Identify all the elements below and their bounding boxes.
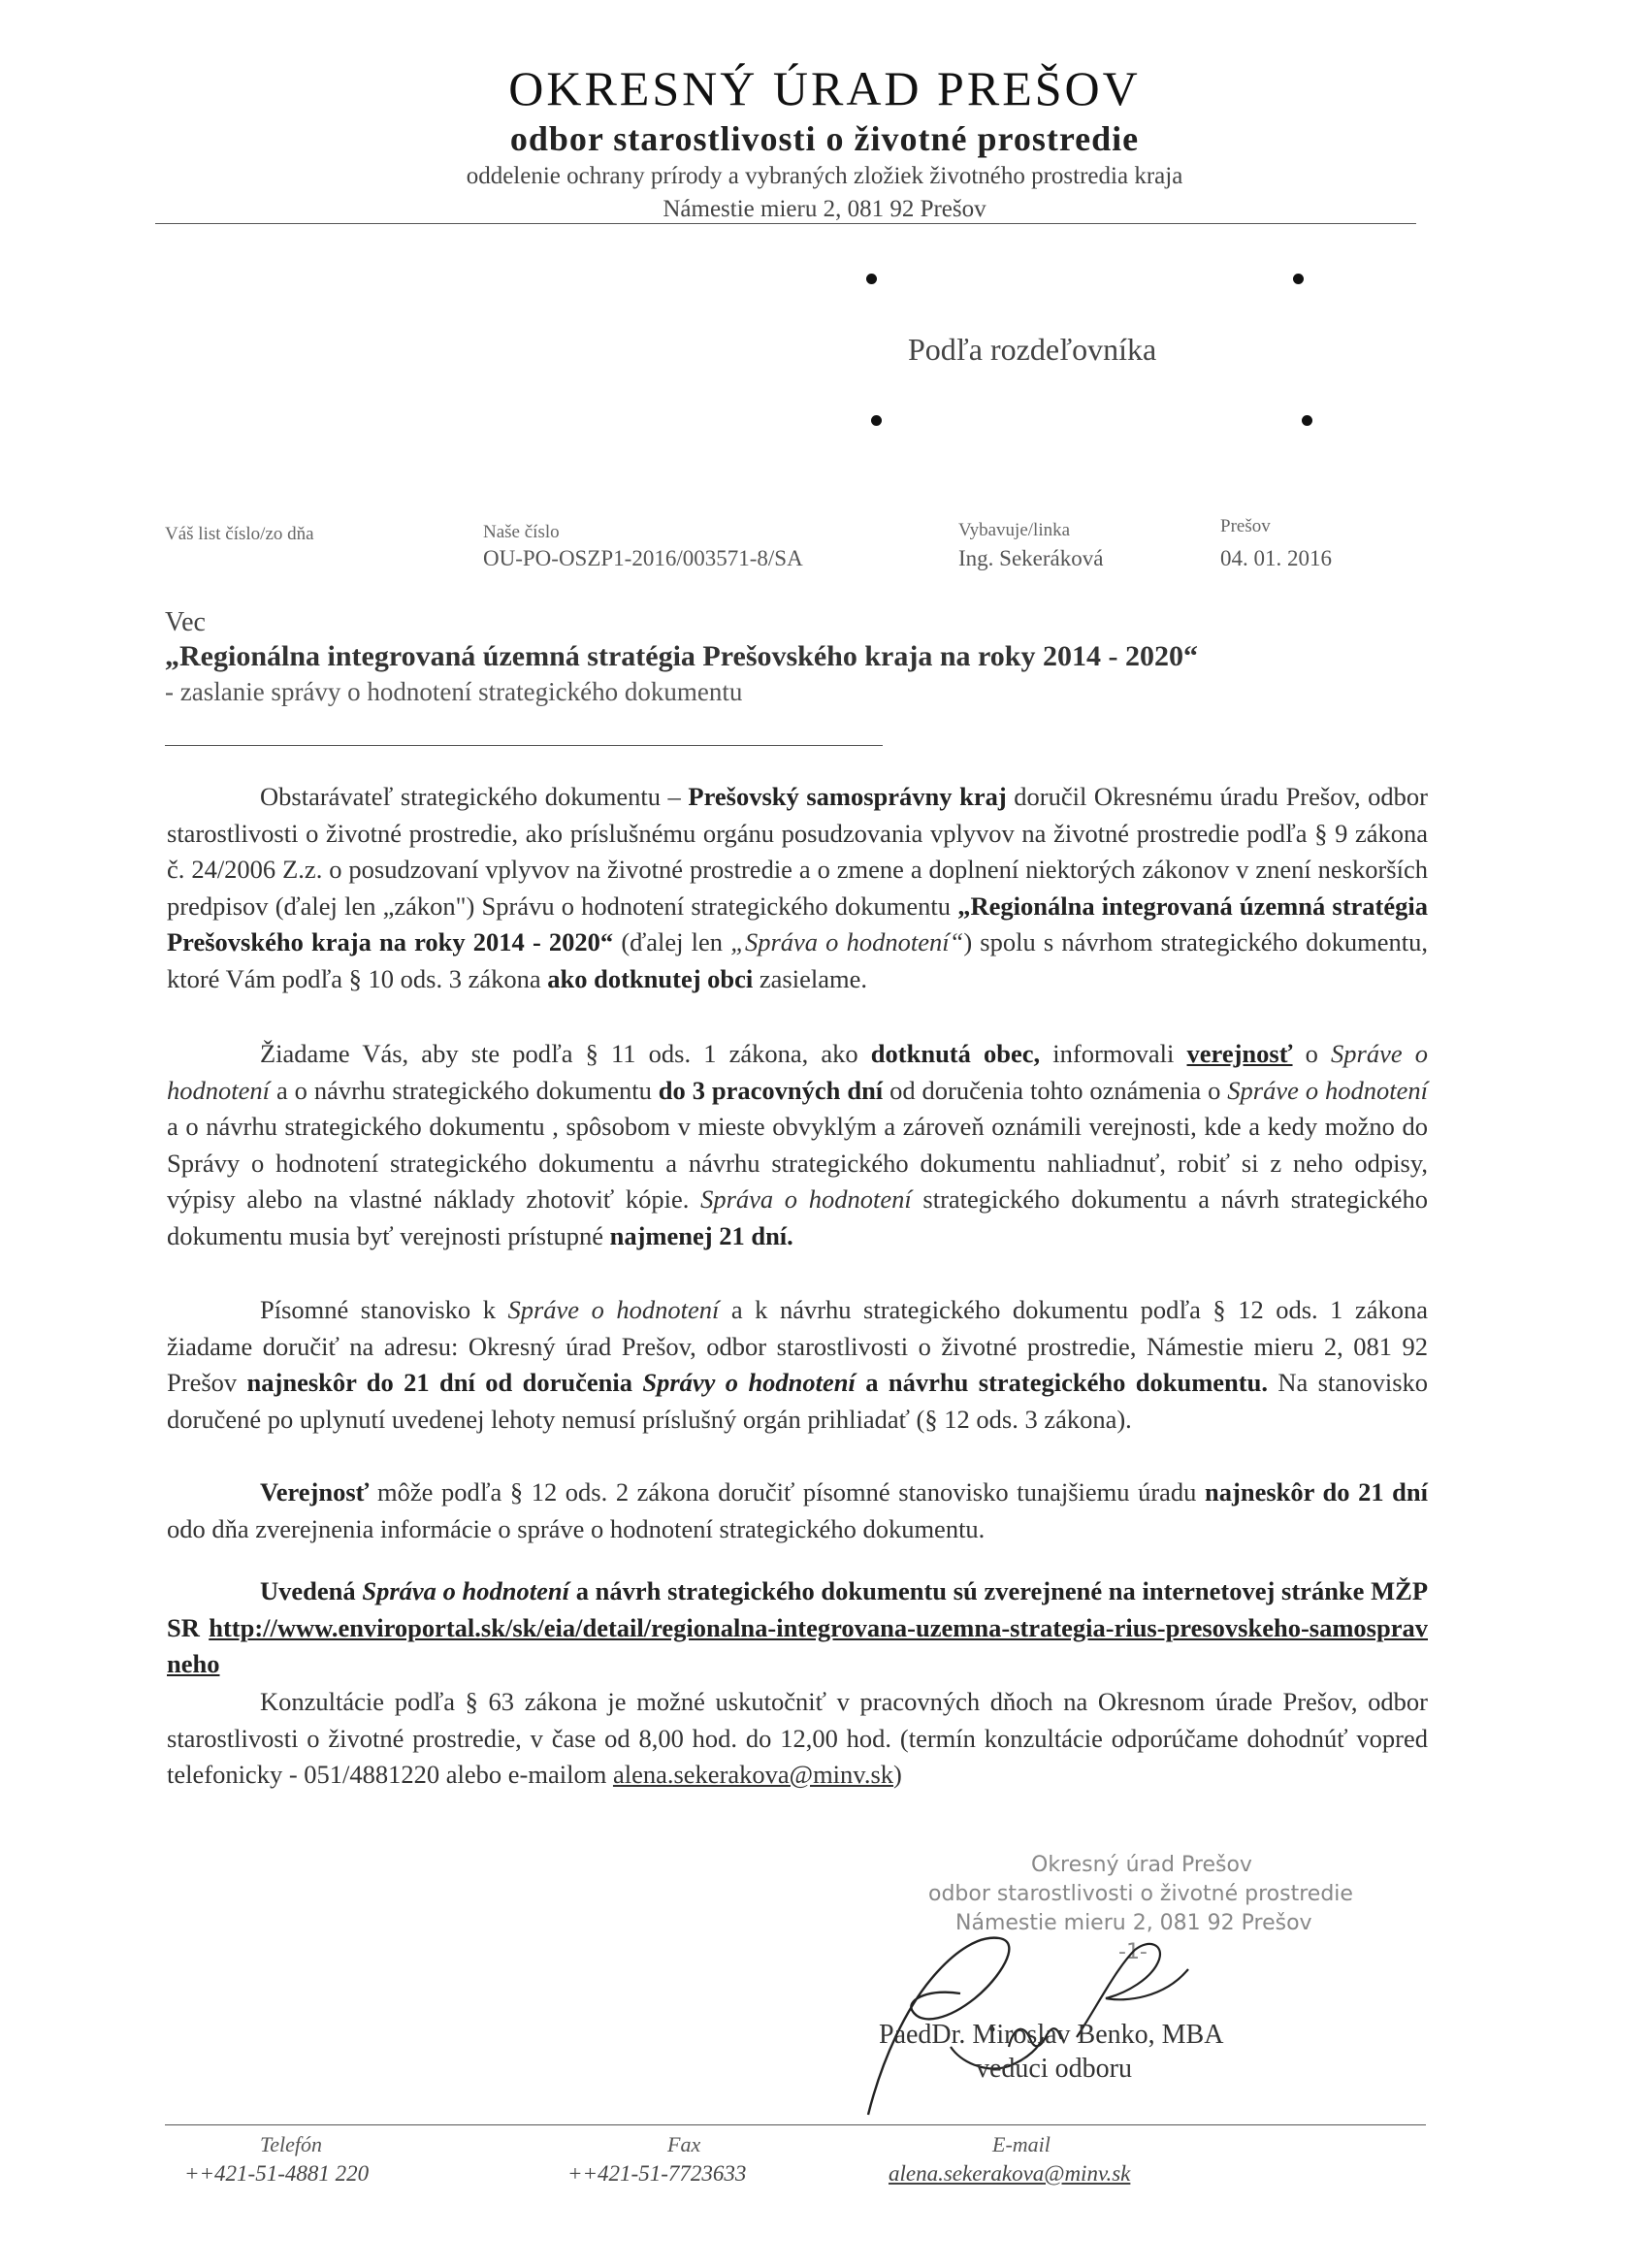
header-rule <box>155 223 1416 224</box>
window-mark-tl <box>866 274 877 284</box>
your-letter-label: Váš list číslo/zo dňa <box>165 524 314 544</box>
email-label: E-mail <box>992 2132 1051 2156</box>
window-mark-br <box>1302 415 1312 426</box>
department-name: odbor starostlivosti o životné prostredie <box>509 119 1140 158</box>
signatory-name: PaedDr. Miroslav Benko, MBA <box>879 2020 1224 2050</box>
stamp-line-4: -1- <box>1118 1940 1148 1964</box>
phone-label: Telefón <box>260 2132 322 2156</box>
signatory-role: vedúci odboru <box>976 2054 1132 2084</box>
our-number-label: Naše číslo <box>483 522 560 542</box>
recipient: Podľa rozdeľovníka <box>908 332 1157 367</box>
section-name: oddelenie ochrany prírody a vybraných zložiek životného prostredia kraja <box>466 163 1183 189</box>
place-label: Prešov <box>1220 516 1271 536</box>
subject-rule <box>165 745 883 746</box>
handled-label: Vybavuje/linka <box>958 520 1071 540</box>
subject-label: Vec <box>165 607 206 637</box>
letter-date: 04. 01. 2016 <box>1220 546 1332 570</box>
window-mark-bl <box>871 415 882 426</box>
our-number: OU-PO-OSZP1-2016/003571-8/SA <box>483 546 803 570</box>
handled-by: Ing. Sekeráková <box>958 546 1104 570</box>
handwritten-signature <box>815 1901 1261 2124</box>
enviroportal-link[interactable]: http://www.enviroportal.sk/sk/eia/detail/regionalna-integrovana-uzemna-strategia-rius-presovskeho-samospravneho <box>167 1612 1428 1678</box>
office-address: Námestie mieru 2, 081 92 Prešov <box>663 196 986 222</box>
office-title: OKRESNÝ ÚRAD PREŠOV <box>508 61 1141 115</box>
fax-label: Fax <box>667 2132 701 2156</box>
footer-rule <box>165 2124 1426 2125</box>
window-mark-tr <box>1293 274 1304 284</box>
footer-email[interactable]: alena.sekerakova@minv.sk <box>889 2161 1131 2186</box>
subject-subtitle: - zaslanie správy o hodnotení strategického dokumentu <box>165 677 743 706</box>
phone-number: ++421-51-4881 220 <box>184 2161 370 2186</box>
stamp-line-1: Okresný úrad Prešov <box>1031 1853 1252 1877</box>
paragraph-1: Obstarávateľ strategického dokumentu – Prešovský samosprávny kraj doručil Okresnému úradu Prešov, odbor starostlivosti o životné prostredie, ako príslušnému orgánu posudzovania vplyvov na životné prostredie podľa § 9 zákona č. 24/2006 Z.z. o posudzovaní vplyvov na životné prostredie a o zmene a doplnení niektorých zákonov v znení neskorších predpisov (ďalej len „zákon") Správu o hodnotení strategického dokumentu „Regionálna integrovaná územná stratégia Prešovského kraja na roky 2014 - 2020“ (ďalej len „Správa o hodnotení“) spolu s návrhom strategického dokumentu, ktoré Vám podľa § 10 ods. 3 zákona ako dotknutej obci zasielame. <box>167 782 1429 993</box>
paragraph-4: Verejnosť môže podľa § 12 ods. 2 zákona doručiť písomné stanovisko tunajšiemu úradu najneskôr do 21 dní odo dňa zverejnenia informácie o správe o hodnotení strategického dokumentu. <box>167 1477 1428 1543</box>
paragraph-3: Písomné stanovisko k Správe o hodnotení a k návrhu strategického dokumentu podľa § 12 ods. 1 zákona žiadame doručiť na adresu: Okresný úrad Prešov, odbor starostlivosti o životné prostredie, Námestie mieru 2, 081 92 Prešov najneskôr do 21 dní od doručenia Správy o hodnotení a návrhu strategického dokumentu. Na stanovisko doručené po uplynutí uvedenej lehoty nemusí príslušný orgán prihliadať (§ 12 ods. 3 zákona). <box>167 1295 1429 1434</box>
email-link[interactable]: alena.sekerakova@minv.sk <box>612 1760 894 1789</box>
paragraph-2: Žiadame Vás, aby ste podľa § 11 ods. 1 zákona, ako dotknutá obec, informovali verejnosť o Správe o hodnotení a o návrhu strategického dokumentu do 3 pracovných dní od doručenia tohto oznámenia o Správe o hodnotení a o návrhu strategického dokumentu , spôsobom v mieste obvyklým a zároveň oznámili verejnosti, kde a kedy možno do Správy o hodnotení strategického dokumentu a návrhu strategického dokumentu nahliadnuť, robiť si z neho odpisy, výpisy alebo na vlastné náklady zhotoviť kópie. Správa o hodnotení strategického dokumentu a návrh strategického dokumentu musia byť verejnosti prístupné najmenej 21 dní. <box>167 1039 1429 1250</box>
subject-title: „Regionálna integrovaná územná stratégia Prešovského kraja na roky 2014 - 2020“ <box>165 640 1198 672</box>
paragraph-6: Konzultácie podľa § 63 zákona je možné uskutočniť v pracovných dňoch na Okresnom úrade Prešov, odbor starostlivosti o životné prostredie, v čase od 8,00 hod. do 12,00 hod. (termín konzultácie odporúčame dohodnúť vopred telefonicky - 051/4881220 alebo e-mailom alena.sekerakova@minv.sk) <box>167 1687 1428 1789</box>
stamp-line-2: odbor starostlivosti o životné prostredie <box>928 1882 1353 1906</box>
fax-number: ++421-51-7723633 <box>567 2161 747 2186</box>
stamp-line-3: Námestie mieru 2, 081 92 Prešov <box>955 1911 1312 1935</box>
paragraph-5: Uvedená Správa o hodnotení a návrh strategického dokumentu sú zverejnené na internetovej stránke MŽP SR http://www.enviroportal.sk/sk/eia/detail/regionalna-integrovana-uzemna-strategia-rius-presovskeho-samospravneho <box>167 1576 1429 1678</box>
